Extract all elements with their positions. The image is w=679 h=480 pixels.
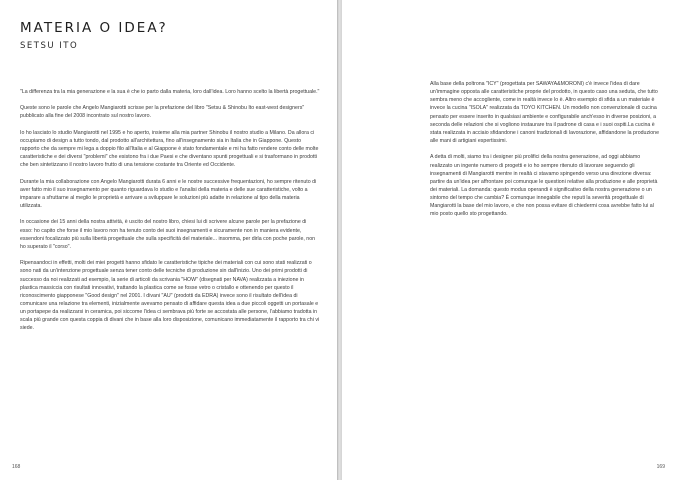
paragraph: Queste sono le parole che Angelo Mangiarotti scrisse per la prefazione del libro "Setsu & Shinobu Ito east-west designers" pubblicato alla fine del 2008 incontrato sul nostro lavoro. bbox=[20, 105, 305, 120]
right-body-text bbox=[430, 80, 660, 227]
left-page bbox=[0, 0, 337, 480]
paragraph: A detta di molti, siamo tra i designer più prolifici della nostra generazione, ad oggi abbiamo realizzato un ingente numero di progetti e io ho sempre ritenuto di lavorare seguendo gli insegnamenti di Mangiarotti mentre in realtà ci stavamo spingendo verso una direzione diversa: partire da un'idea per affrontare poi comunque le questioni relative alla produzione e alle proprietà dei materiali. La domanda: questo modus operandi è significativo della nostra generazione o un sintomo del tempo che cambia? È comunque innegabile che reputi la severità progettuale di Mangiarotti la base del mio lavoro, e che non possa evitare di chiedermi cosa avrebbe fatto lui al mio posto quello sto progettando. bbox=[430, 154, 658, 218]
left-body-text bbox=[20, 88, 320, 341]
author-name: SETSU ITO bbox=[20, 41, 79, 51]
page-number-left: 168 bbox=[12, 464, 21, 470]
article-title: MATERIA O IDEA? bbox=[20, 20, 168, 36]
paragraph: Io ho lasciato lo studio Mangiarotti nel 1995 e ho aperto, insieme alla mia partner Shinobu il nostro studio a Milano. Da allora ci occupiamo di design a tutto tondo, dal prodotto all'architettura, fino all'insegnamento sia in Italia che in Giappone. Questo rapporto che da sempre mi lega a doppio filo all'Italia e al Giappone è stato fondamentale e mi ha fatto rendere conto delle molte caratteristiche e dei diversi "problemi" che esistono fra i due Paesi e che diventano spunti progettuali e si trasformano in prodotti che ben sintetizzano il nostro lavoro frutto di una tensione costante tra Oriente ed Occidente. bbox=[20, 129, 319, 169]
paragraph: Ripensandoci in effetti, molti dei miei progetti hanno sfidato le caratteristiche tipiche dei materiali con cui sono stati realizzati o sono nati da un'intenzione progettuale senza tener conto delle tecniche di produzione sin dall'inizio. Uno dei primi prodotti di successo da noi realizzati ad esempio, la serie di articoli da scrivania "HOW" (disegnati per NAVA) realizzata a iniezione in plastica massiccia con risultati innovativi, trattando la plastica come se fosse vetro o cristallo e ottenendo per questo il riconoscimento giapponese "Good design" nel 2001. I divani "AU" (prodotti da EDRA) invece sono il risultato dell'idea di comunicare una relazione tra elementi, inizialmente avevamo pensato di affidare questa idea a due piccoli oggetti un portasale e un portapepe da realizzarsi in ceramica, poi siccome l'idea ci sembrava più forte se accostata alle persone, l'abbiamo tradotta in scala più grande con questa coppia di divani che in base alla loro disposizione, comunicano immediatamente il rapporto tra chi vi siede. bbox=[20, 260, 320, 332]
paragraph: Durante la mia collaborazione con Angelo Mangiarotti durata 6 anni e le nostre successive frequentazioni, ho sempre ritenuto di aver fatto mio il suo insegnamento per quanto riguardava lo studio e l'analisi della materia e delle sue caratteristiche, volto a imparare a sfruttarne al meglio le proprietà e arrivare a sviluppare le soluzioni più adatte in relazione al tipo della materia utilizzata. bbox=[20, 178, 317, 210]
right-page bbox=[342, 0, 679, 480]
paragraph: "La differenza tra la mia generazione e la sua è che io parto dalla materia, loro dall'idea. Loro hanno scelto la libertà progettuale." bbox=[20, 89, 320, 95]
paragraph: Alla base della poltrona "ICY" (progettata per SAWAYA&MORONI) c'è invece l'idea di dare un'immagine opposta alle caratteristiche proprie del prodotto, in questo caso una seduta, che tutto sembra meno che accogliente, come in realtà invece lo è. Altro esempio di sfida a un materiale è invece la cucina "ISOLA" realizzata da TOYO KITCHEN. Un modello non convenzionale di cucina pensato per essere inserito in qualsiasi ambiente e configurabile anch'esso in diverse posizioni, a seconda delle relazioni che si vogliono instaurare tra il padrone di casa e i suoi ospiti.La cucina è stata realizzata in acciaio sfidandone i canoni tradizionali di lavorazione, affidandone la produzione alle mani di artigiani espertissimi. bbox=[430, 81, 660, 145]
page-number-right: 169 bbox=[656, 464, 665, 470]
paragraph: In occasione dei 15 anni della nostra attività, è uscito del nostro libro, chiesi lui di scrivere alcune parole per la prefazione di esso: ho capito che forse il mio lavoro non ha tenuto conto dei suoi insegnamenti e sicuramente non in maniera evidente, essendoni focalizzato più sulla libertà progettuale che sulla specificità del materiale... insomma, per dirla con poche parole, non ho superato il "corso". bbox=[20, 219, 316, 250]
